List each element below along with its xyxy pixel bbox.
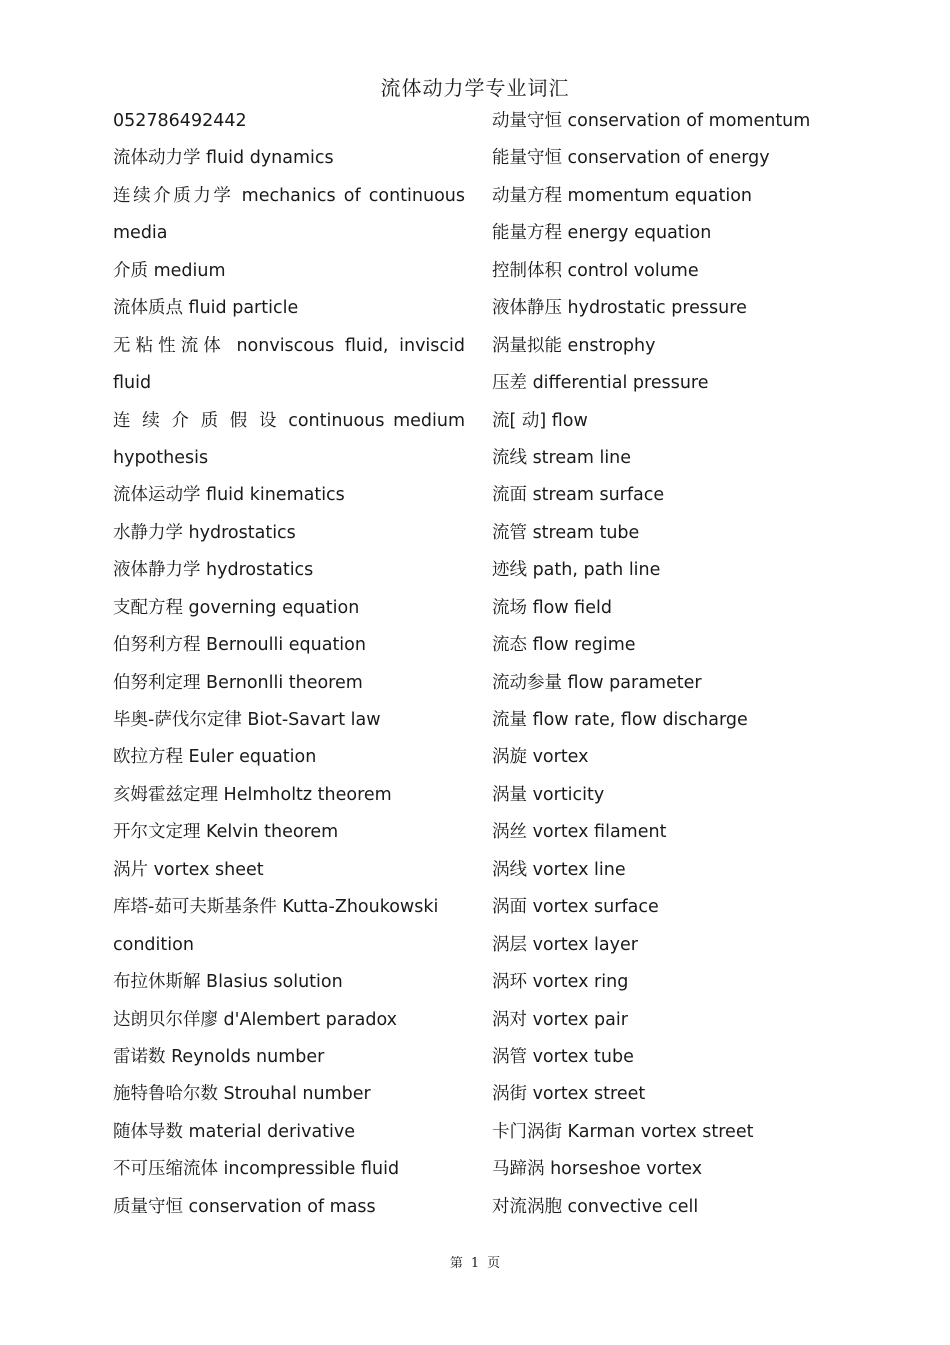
term-line: 052786492442 — [113, 111, 247, 131]
term-line: 伯努利定理 Bernonlli theorem — [113, 672, 363, 693]
term-line: 流场 flow field — [492, 597, 612, 618]
term-line: 卡门涡街 Karman vortex street — [492, 1121, 754, 1142]
term-line: media — [113, 223, 168, 244]
term-line: 毕奥-萨伐尔定律 Biot-Savart law — [113, 710, 381, 730]
term-line: 支配方程 governing equation — [113, 597, 360, 618]
term-line: condition — [113, 934, 194, 955]
term-line: 流体运动学 fluid kinematics — [113, 485, 345, 506]
term-line: 流[ 动] flow — [492, 410, 588, 431]
term-line: 流动参量 flow parameter — [492, 672, 702, 693]
term-line: 无粘性流体 nonviscous fluid, inviscid — [113, 335, 465, 356]
term-line: 马蹄涡 horseshoe vortex — [492, 1159, 703, 1180]
term-line: 布拉休斯解 Blasius solution — [113, 972, 343, 993]
document-title: 流体动力学专业词汇 — [380, 76, 570, 100]
term-line: 开尔文定理 Kelvin theorem — [113, 822, 339, 843]
term-line: 涡环 vortex ring — [492, 972, 629, 993]
term-line: 流线 stream line — [492, 447, 632, 468]
term-line: 随体导数 material derivative — [113, 1121, 356, 1142]
term-line: 欧拉方程 Euler equation — [113, 747, 317, 768]
term-line: hypothesis — [113, 447, 209, 468]
term-line: 流量 flow rate, flow discharge — [492, 710, 748, 730]
term-line: 涡量 vorticity — [492, 784, 605, 805]
term-line: 涡旋 vortex — [492, 747, 589, 768]
term-line: 动量方程 momentum equation — [492, 185, 752, 206]
term-line: 涡片 vortex sheet — [113, 859, 264, 880]
term-line: 涡面 vortex surface — [492, 897, 659, 918]
term-line: 质量守恒 conservation of mass — [113, 1196, 376, 1217]
term-line: 压差 differential pressure — [492, 373, 709, 394]
term-line: 涡丝 vortex filament — [492, 822, 667, 843]
term-line: 涡层 vortex layer — [492, 934, 638, 955]
term-line: 迹线 path, path line — [492, 560, 661, 581]
footer-prefix: 第 — [449, 1256, 463, 1271]
term-line: 涡街 vortex street — [492, 1084, 646, 1105]
term-line: 流管 stream tube — [492, 522, 640, 543]
term-line: 连 续 介 质 假 设 continuous medium — [113, 410, 465, 431]
term-line: 库塔-茹可夫斯基条件 Kutta-Zhoukowski — [113, 897, 439, 918]
term-line: 亥姆霍兹定理 Helmholtz theorem — [113, 784, 392, 805]
term-line: 施特鲁哈尔数 Strouhal number — [113, 1084, 371, 1105]
term-line: 流体质点 fluid particle — [113, 298, 299, 319]
term-line: 对流涡胞 convective cell — [492, 1196, 699, 1217]
term-line: 伯努利方程 Bernoulli equation — [113, 635, 366, 656]
term-line: 液体静力学 hydrostatics — [113, 560, 314, 581]
term-line: 动量守恒 conservation of momentum — [492, 111, 811, 131]
term-line: 不可压缩流体 incompressible fluid — [113, 1159, 400, 1180]
term-line: 涡量拟能 enstrophy — [492, 335, 656, 356]
term-line: 雷诺数 Reynolds number — [113, 1046, 325, 1067]
term-line: 流面 stream surface — [492, 485, 665, 506]
right-column — [492, 103, 822, 1226]
term-line: 控制体积 control volume — [492, 260, 699, 281]
term-line: 能量方程 energy equation — [492, 223, 712, 244]
left-column — [113, 103, 465, 1226]
footer-suffix: 页 — [487, 1256, 501, 1271]
term-line: 涡对 vortex pair — [492, 1009, 628, 1030]
term-line: 流体动力学 fluid dynamics — [113, 148, 334, 169]
term-line: 水静力学 hydrostatics — [113, 522, 296, 543]
term-line: 能量守恒 conservation of energy — [492, 148, 770, 169]
term-line: 涡管 vortex tube — [492, 1046, 634, 1067]
term-line: fluid — [113, 373, 152, 394]
page-number: 1 — [470, 1256, 480, 1271]
term-line: 连续介质力学 mechanics of continuous — [113, 185, 465, 206]
term-line: 介质 medium — [113, 260, 226, 281]
term-line: 流态 flow regime — [492, 635, 636, 656]
term-line: 液体静压 hydrostatic pressure — [492, 298, 747, 319]
term-line: 涡线 vortex line — [492, 859, 626, 880]
term-line: 达朗贝尔佯廖 d'Alembert paradox — [113, 1009, 398, 1030]
page-footer — [0, 1252, 950, 1271]
